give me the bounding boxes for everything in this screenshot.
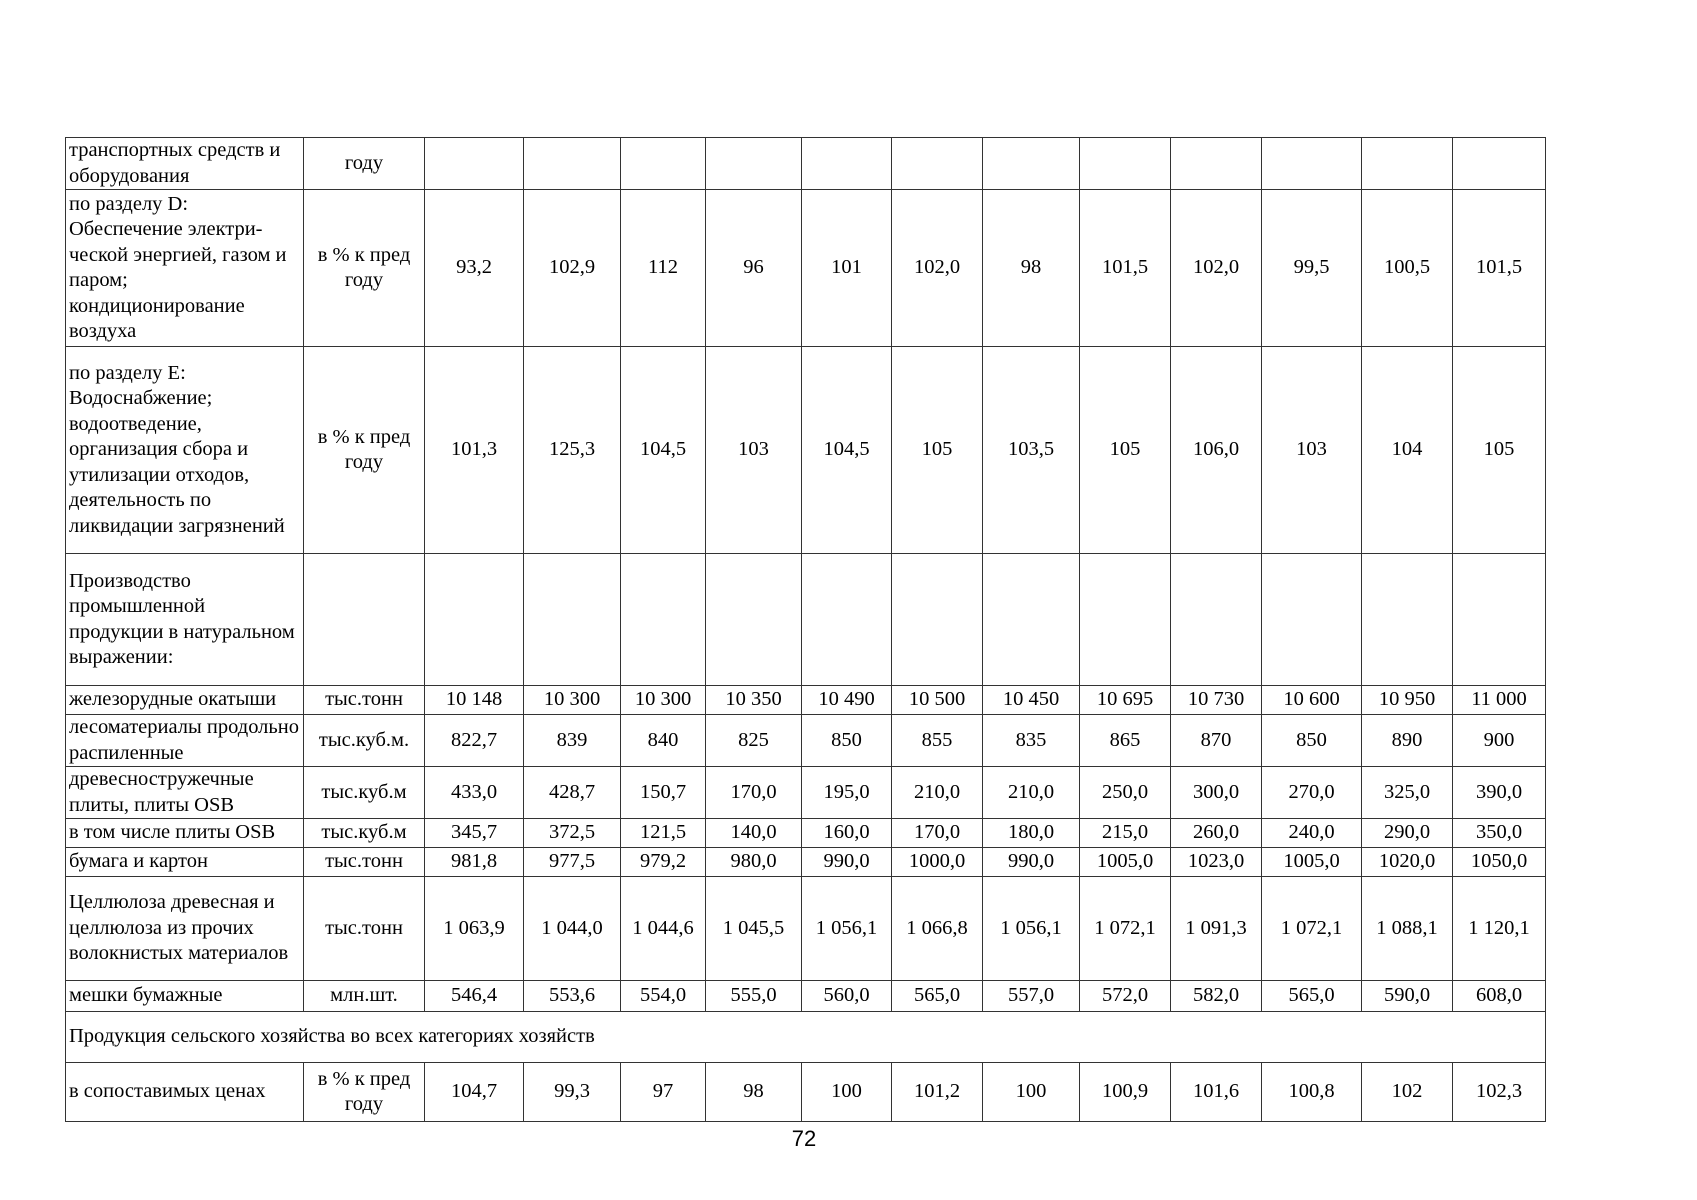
row-name-cell: древесностружечные плиты, плиты OSB bbox=[66, 767, 304, 819]
value-cell: 428,7 bbox=[524, 767, 621, 819]
value-cell: 840 bbox=[621, 715, 706, 767]
value-cell: 260,0 bbox=[1171, 819, 1262, 848]
value-cell: 102,3 bbox=[1453, 1063, 1546, 1122]
value-cell: 100 bbox=[802, 1063, 892, 1122]
value-cell: 1 063,9 bbox=[425, 877, 524, 981]
row-name-cell: лесоматериалы продольно распиленные bbox=[66, 715, 304, 767]
value-cell bbox=[425, 138, 524, 190]
value-cell: 102,0 bbox=[1171, 190, 1262, 347]
value-cell: 215,0 bbox=[1080, 819, 1171, 848]
value-cell bbox=[1080, 138, 1171, 190]
row-name-cell: в сопоставимых ценах bbox=[66, 1063, 304, 1122]
value-cell: 979,2 bbox=[621, 848, 706, 877]
value-cell: 105 bbox=[1453, 347, 1546, 554]
value-cell: 11 000 bbox=[1453, 686, 1546, 715]
value-cell: 104 bbox=[1362, 347, 1453, 554]
value-cell: 10 730 bbox=[1171, 686, 1262, 715]
value-cell: 865 bbox=[1080, 715, 1171, 767]
value-cell: 1 091,3 bbox=[1171, 877, 1262, 981]
value-cell: 101,6 bbox=[1171, 1063, 1262, 1122]
value-cell: 104,5 bbox=[621, 347, 706, 554]
value-cell: 1000,0 bbox=[892, 848, 983, 877]
value-cell: 10 300 bbox=[621, 686, 706, 715]
value-cell: 850 bbox=[802, 715, 892, 767]
row-unit-cell: тыс.куб.м bbox=[304, 819, 425, 848]
value-cell: 822,7 bbox=[425, 715, 524, 767]
value-cell: 101,3 bbox=[425, 347, 524, 554]
value-cell: 1 072,1 bbox=[1080, 877, 1171, 981]
row-name-cell: по разделу E: Водоснабжение; водоотведение, организация сбора и утилизации отходов, деятельность по ликвидации загрязнений bbox=[66, 347, 304, 554]
value-cell: 977,5 bbox=[524, 848, 621, 877]
value-cell: 97 bbox=[621, 1063, 706, 1122]
value-cell: 125,3 bbox=[524, 347, 621, 554]
value-cell bbox=[802, 554, 892, 686]
value-cell bbox=[1453, 138, 1546, 190]
value-cell: 99,3 bbox=[524, 1063, 621, 1122]
value-cell: 180,0 bbox=[983, 819, 1080, 848]
row-unit-cell: в % к пред году bbox=[304, 190, 425, 347]
value-cell: 100,8 bbox=[1262, 1063, 1362, 1122]
value-cell: 990,0 bbox=[802, 848, 892, 877]
value-cell bbox=[706, 138, 802, 190]
value-cell: 345,7 bbox=[425, 819, 524, 848]
row-name-cell: Целлюлоза древесная и целлюлоза из прочих волокнистых материалов bbox=[66, 877, 304, 981]
table-row bbox=[66, 819, 1546, 848]
value-cell: 105 bbox=[1080, 347, 1171, 554]
value-cell: 1 120,1 bbox=[1453, 877, 1546, 981]
value-cell: 1 072,1 bbox=[1262, 877, 1362, 981]
value-cell: 433,0 bbox=[425, 767, 524, 819]
value-cell: 1 066,8 bbox=[892, 877, 983, 981]
value-cell: 101,5 bbox=[1080, 190, 1171, 347]
value-cell: 106,0 bbox=[1171, 347, 1262, 554]
value-cell: 850 bbox=[1262, 715, 1362, 767]
value-cell: 93,2 bbox=[425, 190, 524, 347]
value-cell: 1 056,1 bbox=[802, 877, 892, 981]
value-cell: 98 bbox=[706, 1063, 802, 1122]
table-row bbox=[66, 347, 1546, 554]
value-cell bbox=[983, 138, 1080, 190]
value-cell: 96 bbox=[706, 190, 802, 347]
value-cell: 554,0 bbox=[621, 981, 706, 1012]
value-cell: 99,5 bbox=[1262, 190, 1362, 347]
section-title-row bbox=[66, 1012, 1546, 1063]
value-cell bbox=[1262, 138, 1362, 190]
value-cell bbox=[1362, 554, 1453, 686]
value-cell: 102,0 bbox=[892, 190, 983, 347]
value-cell: 10 148 bbox=[425, 686, 524, 715]
value-cell: 170,0 bbox=[892, 819, 983, 848]
table-row bbox=[66, 190, 1546, 347]
value-cell: 839 bbox=[524, 715, 621, 767]
value-cell: 981,8 bbox=[425, 848, 524, 877]
value-cell bbox=[892, 138, 983, 190]
value-cell: 105 bbox=[892, 347, 983, 554]
value-cell bbox=[1080, 554, 1171, 686]
row-unit-cell: в % к пред году bbox=[304, 347, 425, 554]
value-cell: 10 450 bbox=[983, 686, 1080, 715]
value-cell: 103,5 bbox=[983, 347, 1080, 554]
value-cell: 1023,0 bbox=[1171, 848, 1262, 877]
value-cell: 870 bbox=[1171, 715, 1262, 767]
table-row bbox=[66, 767, 1546, 819]
table-row bbox=[66, 848, 1546, 877]
value-cell: 560,0 bbox=[802, 981, 892, 1012]
value-cell: 1 044,0 bbox=[524, 877, 621, 981]
value-cell bbox=[983, 554, 1080, 686]
row-unit-cell: тыс.куб.м bbox=[304, 767, 425, 819]
row-unit-cell: тыс.куб.м. bbox=[304, 715, 425, 767]
value-cell: 855 bbox=[892, 715, 983, 767]
value-cell: 372,5 bbox=[524, 819, 621, 848]
row-unit-cell: году bbox=[304, 138, 425, 190]
value-cell: 112 bbox=[621, 190, 706, 347]
value-cell: 572,0 bbox=[1080, 981, 1171, 1012]
value-cell: 121,5 bbox=[621, 819, 706, 848]
value-cell: 890 bbox=[1362, 715, 1453, 767]
table-row bbox=[66, 877, 1546, 981]
value-cell: 240,0 bbox=[1262, 819, 1362, 848]
table-row bbox=[66, 715, 1546, 767]
value-cell: 160,0 bbox=[802, 819, 892, 848]
value-cell: 325,0 bbox=[1362, 767, 1453, 819]
value-cell: 150,7 bbox=[621, 767, 706, 819]
value-cell: 565,0 bbox=[892, 981, 983, 1012]
value-cell: 565,0 bbox=[1262, 981, 1362, 1012]
value-cell bbox=[802, 138, 892, 190]
value-cell: 608,0 bbox=[1453, 981, 1546, 1012]
value-cell: 546,4 bbox=[425, 981, 524, 1012]
value-cell bbox=[621, 554, 706, 686]
value-cell: 390,0 bbox=[1453, 767, 1546, 819]
page-number: 72 bbox=[791, 1126, 817, 1151]
row-name-cell: бумага и картон bbox=[66, 848, 304, 877]
value-cell: 100,9 bbox=[1080, 1063, 1171, 1122]
value-cell bbox=[892, 554, 983, 686]
value-cell: 555,0 bbox=[706, 981, 802, 1012]
table-row bbox=[66, 554, 1546, 686]
value-cell: 1020,0 bbox=[1362, 848, 1453, 877]
value-cell bbox=[1453, 554, 1546, 686]
row-unit-cell: тыс.тонн bbox=[304, 848, 425, 877]
value-cell: 98 bbox=[983, 190, 1080, 347]
value-cell bbox=[524, 554, 621, 686]
row-unit-cell bbox=[304, 554, 425, 686]
value-cell: 104,7 bbox=[425, 1063, 524, 1122]
row-name-cell: транспортных средств и оборудования bbox=[66, 138, 304, 190]
value-cell: 10 490 bbox=[802, 686, 892, 715]
value-cell: 582,0 bbox=[1171, 981, 1262, 1012]
row-unit-cell: в % к пред году bbox=[304, 1063, 425, 1122]
value-cell: 290,0 bbox=[1362, 819, 1453, 848]
row-name-cell: мешки бумажные bbox=[66, 981, 304, 1012]
value-cell: 210,0 bbox=[983, 767, 1080, 819]
indicators-table bbox=[65, 137, 1546, 1122]
value-cell: 104,5 bbox=[802, 347, 892, 554]
value-cell: 1 056,1 bbox=[983, 877, 1080, 981]
value-cell: 557,0 bbox=[983, 981, 1080, 1012]
value-cell: 250,0 bbox=[1080, 767, 1171, 819]
row-name-cell: Производство промышленной продукции в натуральном выражении: bbox=[66, 554, 304, 686]
value-cell: 835 bbox=[983, 715, 1080, 767]
value-cell bbox=[621, 138, 706, 190]
table-row bbox=[66, 686, 1546, 715]
value-cell: 10 695 bbox=[1080, 686, 1171, 715]
value-cell: 980,0 bbox=[706, 848, 802, 877]
value-cell bbox=[1362, 138, 1453, 190]
value-cell: 1 044,6 bbox=[621, 877, 706, 981]
value-cell: 1 088,1 bbox=[1362, 877, 1453, 981]
table-row bbox=[66, 1063, 1546, 1122]
value-cell bbox=[524, 138, 621, 190]
value-cell bbox=[1171, 554, 1262, 686]
value-cell bbox=[706, 554, 802, 686]
value-cell: 990,0 bbox=[983, 848, 1080, 877]
value-cell: 101,5 bbox=[1453, 190, 1546, 347]
row-unit-cell: млн.шт. bbox=[304, 981, 425, 1012]
value-cell: 102 bbox=[1362, 1063, 1453, 1122]
value-cell: 300,0 bbox=[1171, 767, 1262, 819]
value-cell: 101,2 bbox=[892, 1063, 983, 1122]
value-cell: 10 500 bbox=[892, 686, 983, 715]
value-cell: 170,0 bbox=[706, 767, 802, 819]
value-cell: 825 bbox=[706, 715, 802, 767]
row-unit-cell: тыс.тонн bbox=[304, 686, 425, 715]
value-cell: 100 bbox=[983, 1063, 1080, 1122]
table-row bbox=[66, 138, 1546, 190]
value-cell bbox=[425, 554, 524, 686]
value-cell: 103 bbox=[1262, 347, 1362, 554]
value-cell: 103 bbox=[706, 347, 802, 554]
value-cell: 1005,0 bbox=[1262, 848, 1362, 877]
value-cell: 1 045,5 bbox=[706, 877, 802, 981]
value-cell: 210,0 bbox=[892, 767, 983, 819]
section-title: Продукция сельского хозяйства во всех категориях хозяйств bbox=[66, 1012, 1546, 1063]
row-name-cell: железорудные окатыши bbox=[66, 686, 304, 715]
row-name-cell: по разделу D: Обеспечение электри-ческой энергией, газом и паром; кондиционирование воздуха bbox=[66, 190, 304, 347]
value-cell bbox=[1262, 554, 1362, 686]
value-cell: 900 bbox=[1453, 715, 1546, 767]
value-cell: 101 bbox=[802, 190, 892, 347]
value-cell: 10 350 bbox=[706, 686, 802, 715]
value-cell: 140,0 bbox=[706, 819, 802, 848]
value-cell: 10 950 bbox=[1362, 686, 1453, 715]
value-cell: 1005,0 bbox=[1080, 848, 1171, 877]
value-cell: 195,0 bbox=[802, 767, 892, 819]
value-cell: 1050,0 bbox=[1453, 848, 1546, 877]
value-cell: 270,0 bbox=[1262, 767, 1362, 819]
row-unit-cell: тыс.тонн bbox=[304, 877, 425, 981]
table-row bbox=[66, 981, 1546, 1012]
row-name-cell: в том числе плиты OSB bbox=[66, 819, 304, 848]
value-cell: 10 300 bbox=[524, 686, 621, 715]
value-cell: 100,5 bbox=[1362, 190, 1453, 347]
value-cell: 590,0 bbox=[1362, 981, 1453, 1012]
value-cell: 102,9 bbox=[524, 190, 621, 347]
value-cell: 553,6 bbox=[524, 981, 621, 1012]
value-cell: 350,0 bbox=[1453, 819, 1546, 848]
value-cell bbox=[1171, 138, 1262, 190]
value-cell: 10 600 bbox=[1262, 686, 1362, 715]
